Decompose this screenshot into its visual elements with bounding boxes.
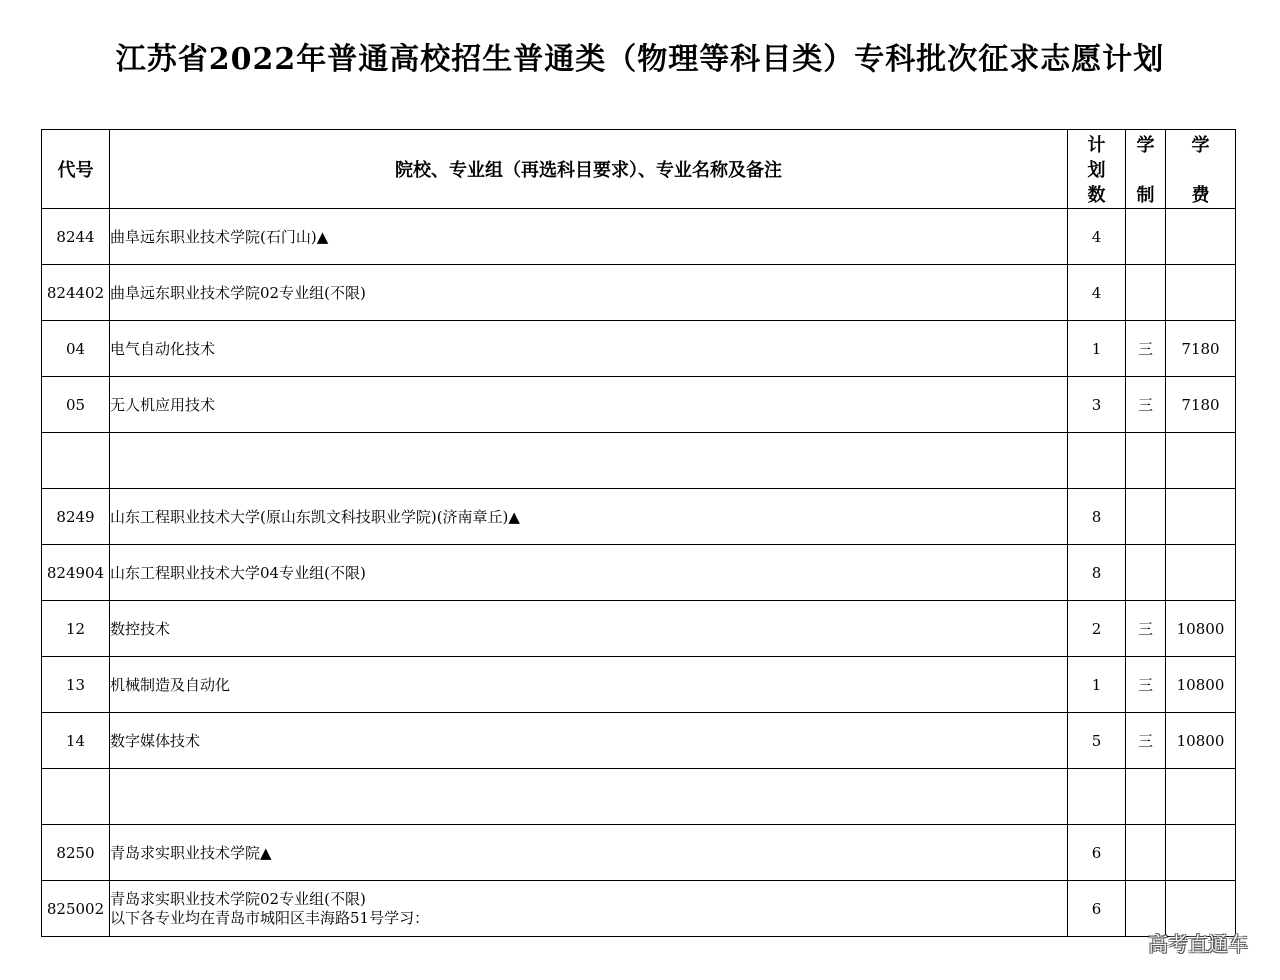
row-tuition [1166,489,1236,545]
watermark: 高考直通车 [1148,932,1248,956]
row-plan-count: 6 [1068,881,1126,937]
row-name: 数字媒体技术 [110,713,1068,769]
row-duration: 三 [1126,321,1166,377]
table-row [42,713,1236,769]
row-duration [1126,433,1166,489]
row-duration: 三 [1126,657,1166,713]
table-row [42,881,1236,937]
table-row [42,657,1236,713]
row-tuition [1166,209,1236,265]
row-plan-count: 8 [1068,489,1126,545]
row-plan-count: 3 [1068,377,1126,433]
row-plan-count [1068,769,1126,825]
table-row [42,769,1236,825]
table-row [42,433,1236,489]
header-fee-char: 学 [1191,135,1210,156]
row-code: 05 [42,377,110,433]
row-tuition [1166,825,1236,881]
row-code: 825002 [42,881,110,937]
row-plan-count: 6 [1068,825,1126,881]
row-plan-count: 4 [1068,209,1126,265]
row-code [42,433,110,489]
row-name: 青岛求实职业技术学院▲ [110,825,1068,881]
row-name: 电气自动化技术 [110,321,1068,377]
row-code: 04 [42,321,110,377]
row-plan-count: 8 [1068,545,1126,601]
header-years [1126,130,1166,209]
row-duration [1126,545,1166,601]
row-code: 824402 [42,265,110,321]
header-plan-char: 计 [1087,135,1106,156]
table-row [42,825,1236,881]
row-duration: 三 [1126,377,1166,433]
row-plan-count: 5 [1068,713,1126,769]
table-row [42,377,1236,433]
row-tuition: 7180 [1166,377,1236,433]
table-header-row [42,130,1236,209]
row-plan-count: 1 [1068,321,1126,377]
row-tuition [1166,545,1236,601]
row-name [110,433,1068,489]
table-row [42,601,1236,657]
row-name-note: 以下各专业均在青岛市城阳区丰海路51号学习： [110,908,430,927]
row-duration: 三 [1126,601,1166,657]
row-duration [1126,209,1166,265]
row-name: 机械制造及自动化 [110,657,1068,713]
row-plan-count: 1 [1068,657,1126,713]
row-code: 824904 [42,545,110,601]
table-row [42,209,1236,265]
row-name [110,769,1068,825]
row-name: 山东工程职业技术大学04专业组(不限) [110,545,1068,601]
row-name: 曲阜远东职业技术学院(石门山)▲ [110,209,1068,265]
row-name: 山东工程职业技术大学(原山东凯文科技职业学院)(济南章丘)▲ [110,489,1068,545]
row-name: 数控技术 [110,601,1068,657]
row-code: 13 [42,657,110,713]
page-title: 江苏省2022年普通高校招生普通类（物理等科目类）专科批次征求志愿计划 [115,42,1165,77]
row-plan-count [1068,433,1126,489]
row-tuition: 7180 [1166,321,1236,377]
table-row [42,489,1236,545]
header-years-char: 制 [1136,185,1155,206]
row-name [110,881,1068,937]
row-code: 8244 [42,209,110,265]
table-row [42,545,1236,601]
row-plan-count: 4 [1068,265,1126,321]
row-name: 曲阜远东职业技术学院02专业组(不限) [110,265,1068,321]
row-code: 12 [42,601,110,657]
row-code: 8250 [42,825,110,881]
enrollment-plan-table [41,129,1236,937]
row-plan-count: 2 [1068,601,1126,657]
header-fee-char: 费 [1191,185,1210,206]
row-tuition [1166,769,1236,825]
row-name: 无人机应用技术 [110,377,1068,433]
header-plan-char: 数 [1087,185,1106,206]
header-name: 院校、专业组（再选科目要求）、专业名称及备注 [110,130,1068,209]
header-code: 代号 [42,130,110,209]
row-code: 8249 [42,489,110,545]
table-row [42,265,1236,321]
header-plan [1068,130,1126,209]
header-years-char: 学 [1136,135,1155,156]
row-duration: 三 [1126,713,1166,769]
header-fee [1166,130,1236,209]
header-plan-char: 划 [1087,160,1106,181]
row-duration [1126,265,1166,321]
row-name-line: 青岛求实职业技术学院02专业组(不限) [110,889,366,908]
row-code: 14 [42,713,110,769]
row-tuition [1166,265,1236,321]
row-duration [1126,769,1166,825]
row-duration [1126,825,1166,881]
row-tuition: 10800 [1166,657,1236,713]
row-tuition [1166,433,1236,489]
row-tuition: 10800 [1166,601,1236,657]
table-row [42,321,1236,377]
row-duration [1126,489,1166,545]
row-code [42,769,110,825]
row-tuition: 10800 [1166,713,1236,769]
